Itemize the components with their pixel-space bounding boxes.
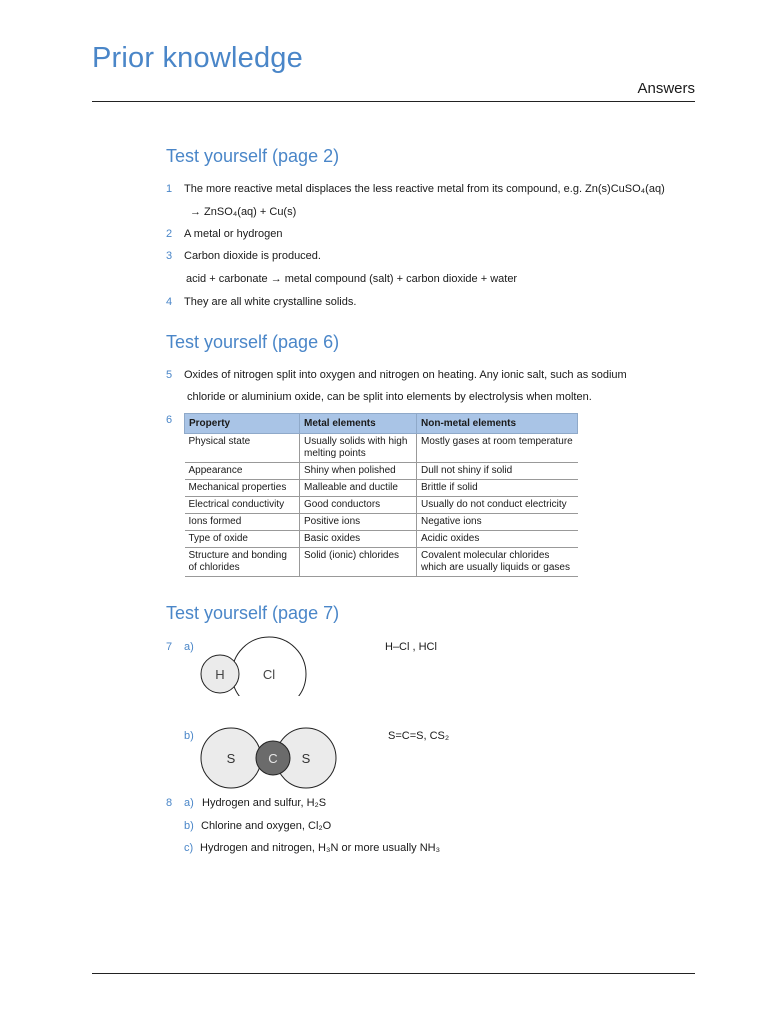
- table-row: [185, 497, 578, 514]
- table-header-row: [185, 414, 578, 434]
- carbon-label: C: [268, 751, 278, 766]
- item-5-line-2: chloride or aluminium oxide, can be split into elements by electrolysis when molten.: [187, 391, 592, 403]
- table-cell: Electrical conductivity: [185, 497, 300, 514]
- hydrogen-atom-label: H: [215, 667, 225, 682]
- table-row: [185, 531, 578, 548]
- item-number-6: 6: [166, 414, 173, 426]
- part-b-label: b): [184, 730, 194, 742]
- q8-part-a-text: Hydrogen and sulfur, H₂S: [202, 797, 327, 809]
- item-5-line-1: Oxides of nitrogen split into oxygen and nitrogen on heating. Any ionic salt, such as sodium: [184, 369, 627, 381]
- table-row: [185, 480, 578, 497]
- table-cell: Mechanical properties: [185, 480, 300, 497]
- table-cell: Usually solids with high melting points: [300, 434, 417, 463]
- cs2-molecule-diagram: [198, 726, 340, 790]
- item-3-line-2: acid + carbonate → metal compound (salt) + carbon dioxide + water: [186, 273, 518, 285]
- table-header-cell: Non-metal elements: [417, 414, 578, 434]
- chlorine-atom-label: Cl: [262, 667, 276, 682]
- table-cell: Solid (ionic) chlorides: [300, 548, 417, 577]
- table-cell: Acidic oxides: [417, 531, 578, 548]
- table-cell: Appearance: [185, 463, 300, 480]
- item-number-7: 7: [166, 641, 173, 653]
- item-number-3: 3: [166, 250, 173, 262]
- table-cell: Positive ions: [300, 514, 417, 531]
- properties-table: [184, 413, 578, 577]
- section-heading-page-7: Test yourself (page 7): [166, 603, 340, 623]
- hcl-formula: H–Cl , HCl: [385, 641, 437, 653]
- q8-part-b-text: Chlorine and oxygen, Cl₂O: [201, 820, 332, 832]
- item-number-4: 4: [166, 296, 173, 308]
- table-row: [185, 548, 578, 577]
- item-2-text: A metal or hydrogen: [184, 228, 283, 240]
- table-cell: Malleable and ductile: [300, 480, 417, 497]
- q8-part-c-label: c): [184, 842, 194, 854]
- item-3-line-1: Carbon dioxide is produced.: [184, 250, 321, 262]
- item-number-5: 5: [166, 369, 173, 381]
- section-heading-page-2: Test yourself (page 2): [166, 146, 340, 166]
- answers-label: Answers: [637, 80, 695, 97]
- item-number-2: 2: [166, 228, 173, 240]
- table-cell: Covalent molecular chlorides which are usually liquids or gases: [417, 548, 578, 577]
- section-heading-page-6: Test yourself (page 6): [166, 332, 340, 352]
- item-1-line-1: The more reactive metal displaces the less reactive metal from its compound, e.g. Zn(s)CuSO₄(aq): [184, 183, 665, 195]
- table-cell: Ions formed: [185, 514, 300, 531]
- table-row: [185, 514, 578, 531]
- page-title: Prior knowledge: [92, 42, 303, 74]
- table-row: [185, 434, 578, 463]
- table-header-cell: Property: [185, 414, 300, 434]
- table-cell: Type of oxide: [185, 531, 300, 548]
- q8-part-c-text: Hydrogen and nitrogen, H₃N or more usually NH₃: [200, 842, 441, 854]
- table-cell: Dull not shiny if solid: [417, 463, 578, 480]
- table-row: [185, 463, 578, 480]
- table-cell: Physical state: [185, 434, 300, 463]
- hcl-molecule-diagram: [195, 636, 310, 696]
- table-cell: Shiny when polished: [300, 463, 417, 480]
- table-cell: Structure and bonding of chlorides: [185, 548, 300, 577]
- sulfur-left-label: S: [226, 751, 236, 766]
- table-cell: Negative ions: [417, 514, 578, 531]
- table-cell: Basic oxides: [300, 531, 417, 548]
- footer-rule: [92, 973, 695, 974]
- cs2-formula: S=C=S, CS₂: [388, 730, 450, 742]
- table-header-cell: Metal elements: [300, 414, 417, 434]
- part-a-label: a): [184, 641, 194, 653]
- table-cell: Mostly gases at room temperature: [417, 434, 578, 463]
- item-1-line-2: → ZnSO₄(aq) + Cu(s): [190, 206, 297, 218]
- q8-part-b-label: b): [184, 820, 194, 832]
- sulfur-right-label: S: [301, 751, 311, 766]
- item-number-8: 8: [166, 797, 173, 809]
- header-rule: [92, 101, 695, 102]
- table-cell: Good conductors: [300, 497, 417, 514]
- table-cell: Brittle if solid: [417, 480, 578, 497]
- q8-part-a-label: a): [184, 797, 194, 809]
- item-number-1: 1: [166, 183, 173, 195]
- table-cell: Usually do not conduct electricity: [417, 497, 578, 514]
- item-4-text: They are all white crystalline solids.: [184, 296, 357, 308]
